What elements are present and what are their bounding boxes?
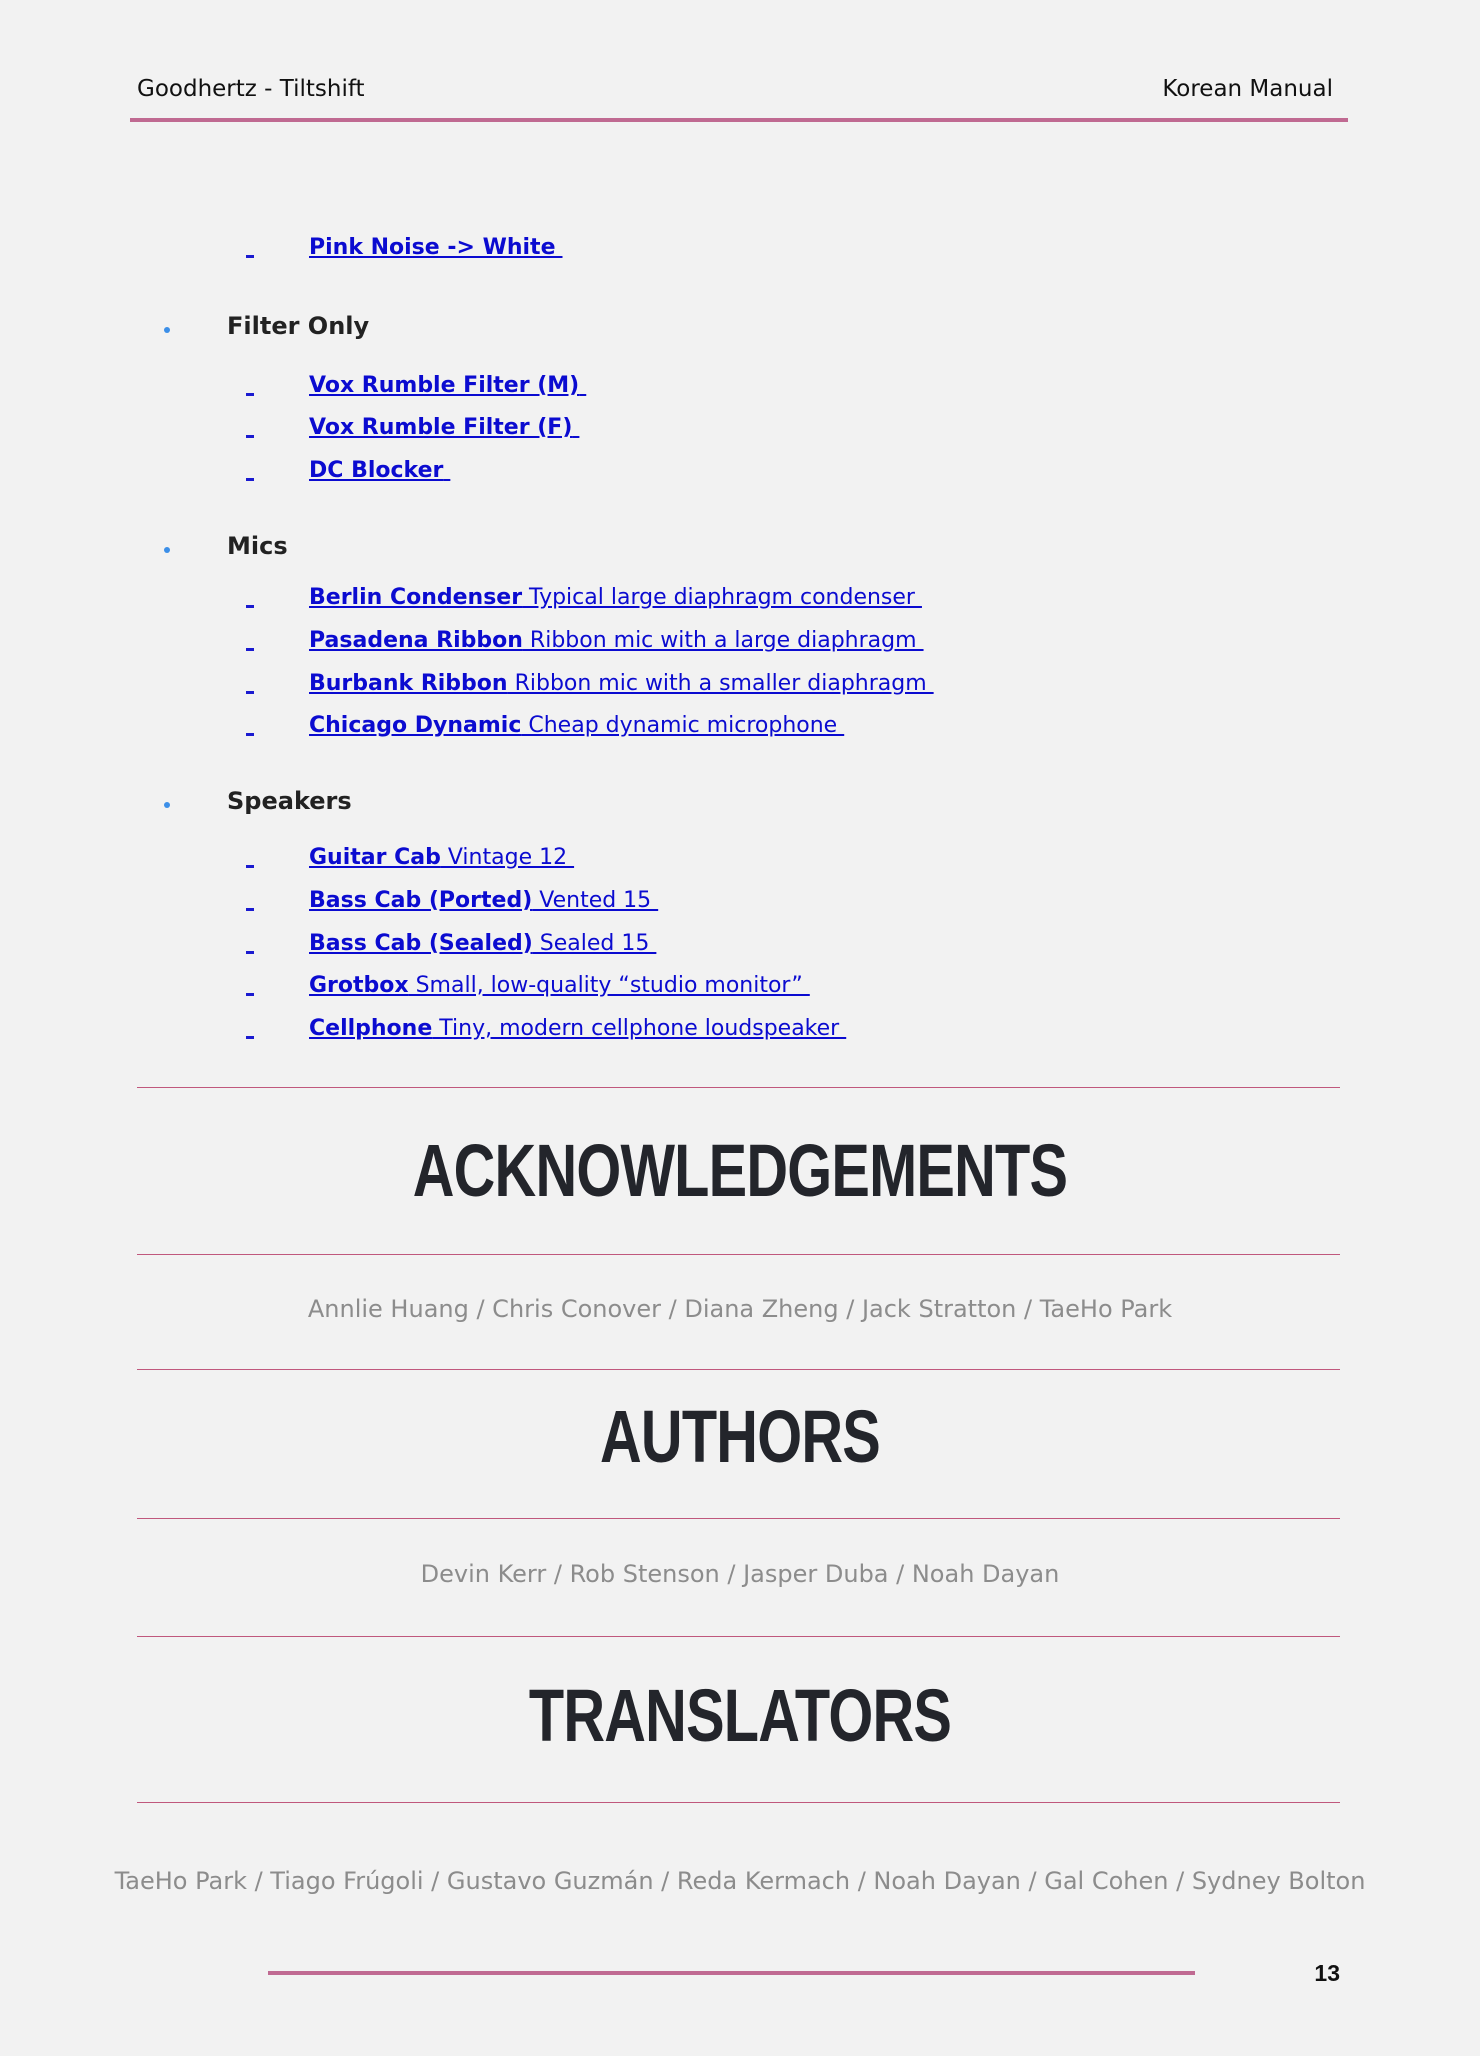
- list-item: [246, 710, 844, 740]
- preset-link[interactable]: Chicago Dynamic Cheap dynamic microphone: [309, 712, 845, 738]
- list-item: [246, 668, 934, 698]
- dash-marker: [246, 951, 254, 954]
- bullet-marker: [164, 802, 170, 808]
- dash-marker: [246, 865, 254, 868]
- preset-link[interactable]: Cellphone Tiny, modern cellphone loudspeaker: [309, 1015, 847, 1041]
- section-divider: [137, 1369, 1340, 1370]
- list-item: [246, 370, 586, 400]
- translators-heading: TRANSLATORS: [528, 1674, 952, 1757]
- preset-link[interactable]: DC Blocker: [309, 457, 444, 483]
- section-divider: [137, 1802, 1340, 1803]
- dash-marker: [246, 993, 254, 996]
- list-item: [246, 455, 450, 485]
- dash-marker: [246, 255, 254, 258]
- preset-link[interactable]: Vox Rumble Filter (F): [309, 414, 573, 440]
- preset-link[interactable]: Burbank Ribbon Ribbon mic with a smaller diaphragm: [309, 670, 934, 696]
- header-divider: [130, 118, 1348, 122]
- list-item: [246, 582, 922, 612]
- dash-marker: [246, 435, 254, 438]
- list-item: [246, 412, 579, 442]
- list-group-filter-only: [164, 311, 369, 341]
- list-item: [246, 928, 656, 958]
- bullet-marker: [164, 547, 170, 553]
- acknowledgements-names: Annlie Huang / Chris Conover / Diana Zheng / Jack Stratton / TaeHo Park: [307, 1295, 1173, 1323]
- dash-marker: [246, 1036, 254, 1039]
- document-title: Goodhertz - Tiltshift: [137, 76, 365, 102]
- dash-marker: [246, 733, 254, 736]
- preset-link[interactable]: Bass Cab (Ported) Vented 15: [309, 887, 659, 913]
- authors-heading: AUTHORS: [600, 1395, 880, 1478]
- bullet-marker: [164, 327, 170, 333]
- list-item: [246, 625, 924, 655]
- list-item: [246, 1013, 846, 1043]
- dash-marker: [246, 478, 254, 481]
- dash-marker: [246, 908, 254, 911]
- preset-link[interactable]: Pasadena Ribbon Ribbon mic with a large diaphragm: [309, 627, 924, 653]
- page-number: 13: [1314, 1960, 1340, 1986]
- group-label: Filter Only: [227, 312, 370, 340]
- preset-link[interactable]: Grotbox Small, low-quality “studio monitor”: [309, 972, 810, 998]
- list-group-speakers: [164, 786, 352, 816]
- manual-language: Korean Manual: [1162, 76, 1333, 102]
- list-group-mics: [164, 531, 288, 561]
- list-item: [246, 970, 810, 1000]
- authors-names: Devin Kerr / Rob Stenson / Jasper Duba / Noah Dayan: [420, 1560, 1060, 1588]
- dash-marker: [246, 393, 254, 396]
- preset-link[interactable]: Bass Cab (Sealed) Sealed 15: [309, 930, 657, 956]
- dash-marker: [246, 648, 254, 651]
- group-label: Mics: [227, 532, 288, 560]
- dash-marker: [246, 691, 254, 694]
- acknowledgements-heading: ACKNOWLEDGEMENTS: [412, 1129, 1068, 1212]
- section-divider: [137, 1518, 1340, 1519]
- preset-link[interactable]: Vox Rumble Filter (M): [309, 372, 580, 398]
- preset-link[interactable]: Berlin Condenser Typical large diaphragm condenser: [309, 584, 922, 610]
- translators-names: TaeHo Park / Tiago Frúgoli / Gustavo Guzmán / Reda Kermach / Noah Dayan / Gal Cohen / Sydney Bolton: [114, 1867, 1366, 1895]
- section-divider: [137, 1254, 1340, 1255]
- list-item: [246, 885, 658, 915]
- section-divider: [137, 1636, 1340, 1637]
- group-label: Speakers: [227, 787, 352, 815]
- list-item: [246, 842, 574, 872]
- footer-divider: [268, 1971, 1195, 1975]
- section-divider: [137, 1087, 1340, 1088]
- preset-link[interactable]: Pink Noise -> White: [309, 234, 556, 260]
- preset-link[interactable]: Guitar Cab Vintage 12: [309, 844, 575, 870]
- dash-marker: [246, 605, 254, 608]
- list-item: [246, 232, 563, 262]
